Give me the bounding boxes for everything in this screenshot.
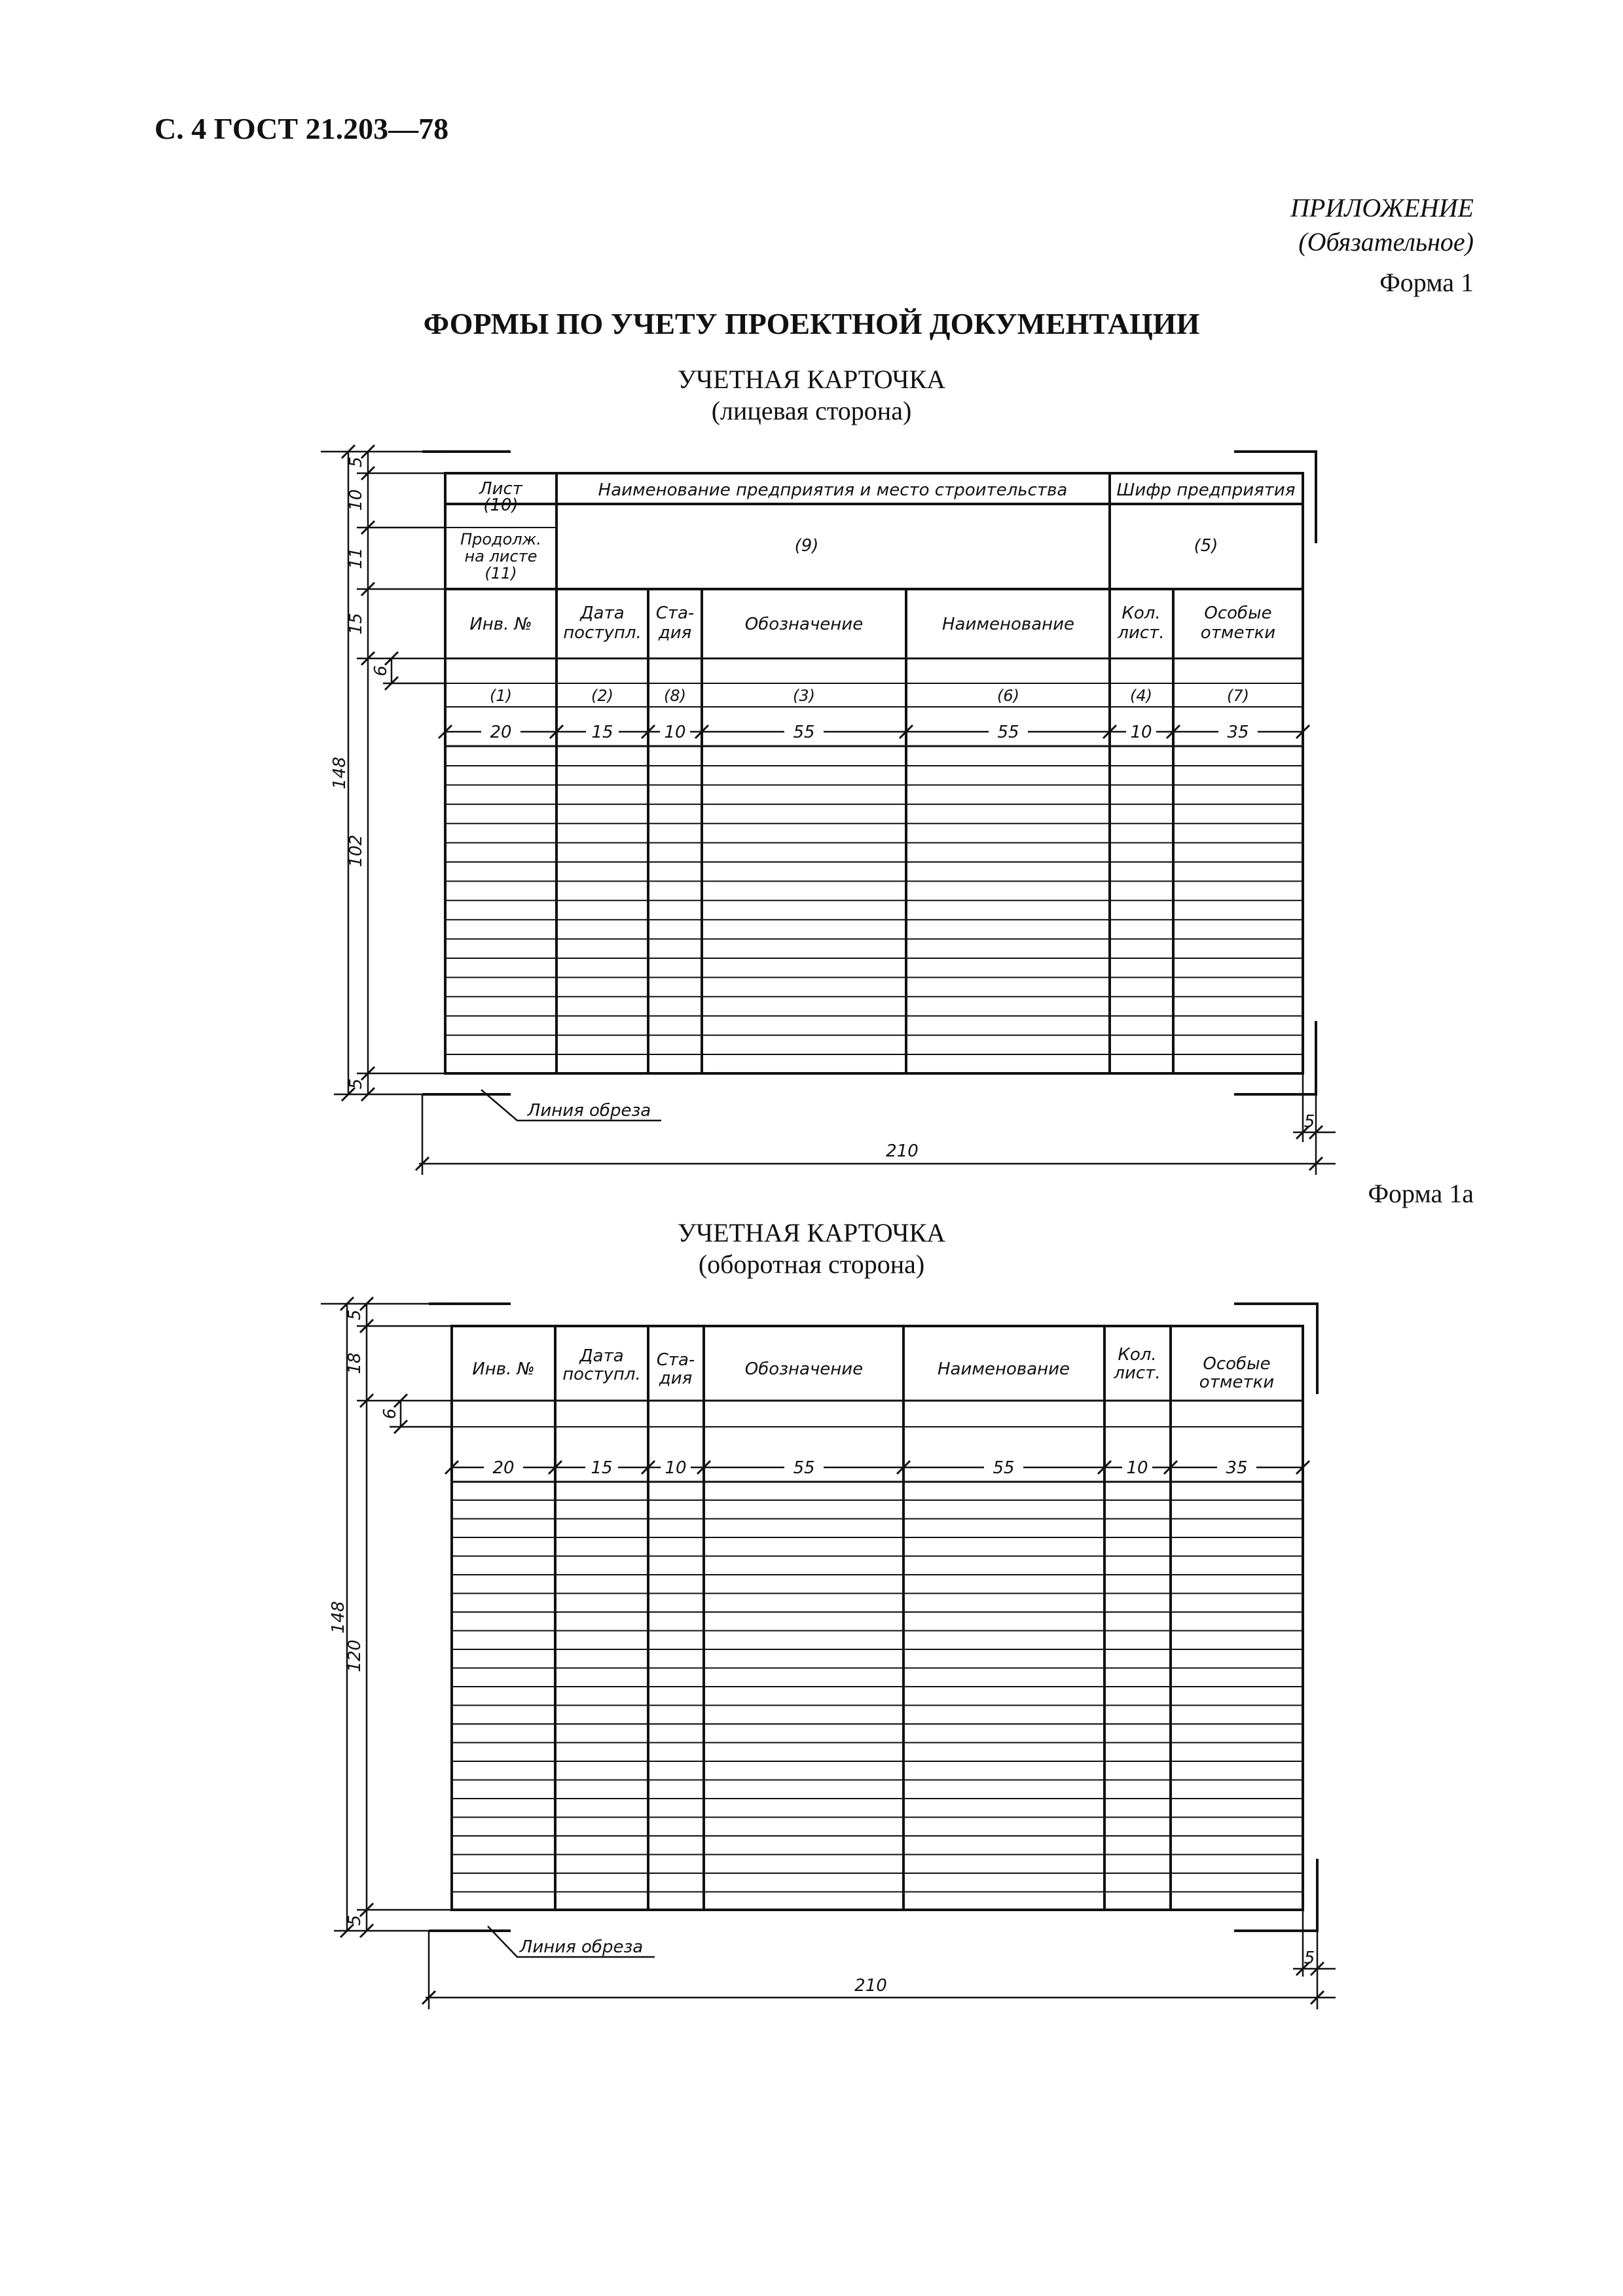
c2-col-stage-1: Ста- xyxy=(656,1350,695,1370)
c1-col-stage-1: Ста- xyxy=(655,603,695,623)
c1-dim-r4: 6 xyxy=(371,665,391,677)
c2-cut-line: Линия обреза xyxy=(519,1937,644,1957)
form-1a-label: Форма 1а xyxy=(1368,1179,1474,1208)
c1-num-6: (6) xyxy=(997,687,1019,705)
c2-dim-r1: 18 xyxy=(345,1352,365,1374)
c2-dim-width: 210 xyxy=(854,1976,887,1996)
c1-w-1: 20 xyxy=(490,723,512,742)
c1-dim-r1: 10 xyxy=(346,489,366,511)
card2-subtitle: (оборотная сторона) xyxy=(698,1249,925,1279)
card2-frame xyxy=(452,1326,1303,1910)
c1-col-inv: Инв. № xyxy=(469,615,532,634)
card2-dim-ticks xyxy=(340,1297,1324,2004)
c2-col-qty-1: Кол. xyxy=(1118,1345,1157,1365)
c2-col-inv: Инв. № xyxy=(472,1359,535,1379)
c2-col-name: Наименование xyxy=(937,1359,1070,1379)
c1-col-date-1: Дата xyxy=(580,603,625,623)
c2-w-2: 15 xyxy=(591,1458,613,1478)
c1-num-1: (1) xyxy=(490,687,512,705)
c1-num-3: (3) xyxy=(793,687,815,705)
c2-col-designation: Обозначение xyxy=(744,1359,864,1379)
c2-col-qty-2: лист. xyxy=(1114,1363,1161,1383)
c1-col-name: Наименование xyxy=(941,615,1075,634)
c1-w-3: 10 xyxy=(664,723,686,742)
c1-w-7: 35 xyxy=(1227,723,1249,742)
c2-col-notes-1: Особые xyxy=(1203,1354,1271,1374)
c2-dim-body: 120 xyxy=(345,1640,365,1672)
c1-col-qty-1: Кол. xyxy=(1122,603,1161,623)
c1-continued-2: на листе xyxy=(464,547,538,565)
c1-dim-width: 210 xyxy=(886,1141,919,1161)
c1-w-6: 10 xyxy=(1130,723,1152,742)
c2-w-1: 20 xyxy=(492,1458,515,1478)
c1-w-5: 55 xyxy=(997,723,1019,742)
c1-dim-r3: 15 xyxy=(346,613,366,635)
c2-col-notes-2: отметки xyxy=(1199,1372,1275,1392)
c1-col-stage-2: дия xyxy=(658,623,692,643)
c2-col-stage-2: дия xyxy=(659,1369,693,1388)
c1-enterprise-num: (9) xyxy=(794,536,819,556)
c1-w-4: 55 xyxy=(793,723,815,742)
card2-title: УЧЕТНАЯ КАРТОЧКА xyxy=(677,1218,946,1247)
c1-col-notes-1: Особые xyxy=(1204,603,1272,623)
c1-dim-top: 5 xyxy=(346,456,366,468)
c1-continued-1: Продолж. xyxy=(460,530,541,548)
c1-num-4: (4) xyxy=(1130,687,1152,705)
c2-w-4: 55 xyxy=(793,1458,815,1478)
card1-title: УЧЕТНАЯ КАРТОЧКА xyxy=(677,365,946,394)
c1-dim-r2: 11 xyxy=(346,547,366,569)
c2-dim-right: 5 xyxy=(1304,1948,1315,1968)
appendix-status: (Обязательное) xyxy=(1298,227,1474,257)
main-title: ФОРМЫ ПО УЧЕТУ ПРОЕКТНОЙ ДОКУМЕНТАЦИИ xyxy=(423,307,1200,340)
c1-code-header: Шифр предприятия xyxy=(1116,480,1296,500)
appendix-label: ПРИЛОЖЕНИЕ xyxy=(1290,193,1474,223)
card2-crop-marks xyxy=(429,1304,1317,1931)
c2-w-3: 10 xyxy=(665,1458,687,1478)
c1-dim-body: 102 xyxy=(346,834,366,867)
c1-num-8: (8) xyxy=(664,687,686,705)
c1-code-num: (5) xyxy=(1194,536,1218,556)
c2-dim-top: 5 xyxy=(345,1309,365,1321)
c1-sheet-label: Лист xyxy=(479,479,522,499)
c1-col-date-2: поступл. xyxy=(563,623,642,643)
c1-continued-3: (11) xyxy=(484,564,517,583)
c2-dim-bottom: 5 xyxy=(345,1914,365,1926)
card1-subtitle: (лицевая сторона) xyxy=(711,396,912,425)
c2-w-5: 55 xyxy=(993,1458,1015,1478)
page-header: С. 4 ГОСТ 21.203—78 xyxy=(155,112,449,145)
c1-col-qty-2: лист. xyxy=(1118,623,1165,643)
c1-col-notes-2: отметки xyxy=(1200,623,1276,643)
c2-dim-total: 148 xyxy=(329,1601,348,1634)
c2-dim-r2: 6 xyxy=(380,1408,400,1420)
c2-col-date-1: Дата xyxy=(579,1346,624,1366)
c1-dim-total: 148 xyxy=(330,757,350,789)
c1-col-designation: Обозначение xyxy=(744,615,864,634)
c1-w-2: 15 xyxy=(591,723,613,742)
c1-dim-right: 5 xyxy=(1304,1112,1315,1132)
form-1-label: Форма 1 xyxy=(1379,268,1474,297)
c1-num-7: (7) xyxy=(1227,687,1249,705)
c1-cut-line: Линия обреза xyxy=(527,1101,651,1121)
c1-dim-bottom: 5 xyxy=(346,1078,366,1090)
c2-w-6: 10 xyxy=(1126,1458,1148,1478)
c1-num-2: (2) xyxy=(591,687,613,705)
c1-sheet-num: (10) xyxy=(483,495,519,515)
c1-enterprise-header: Наименование предприятия и место строительства xyxy=(598,480,1068,500)
c2-w-7: 35 xyxy=(1226,1458,1248,1478)
c2-col-date-2: поступл. xyxy=(562,1365,641,1384)
